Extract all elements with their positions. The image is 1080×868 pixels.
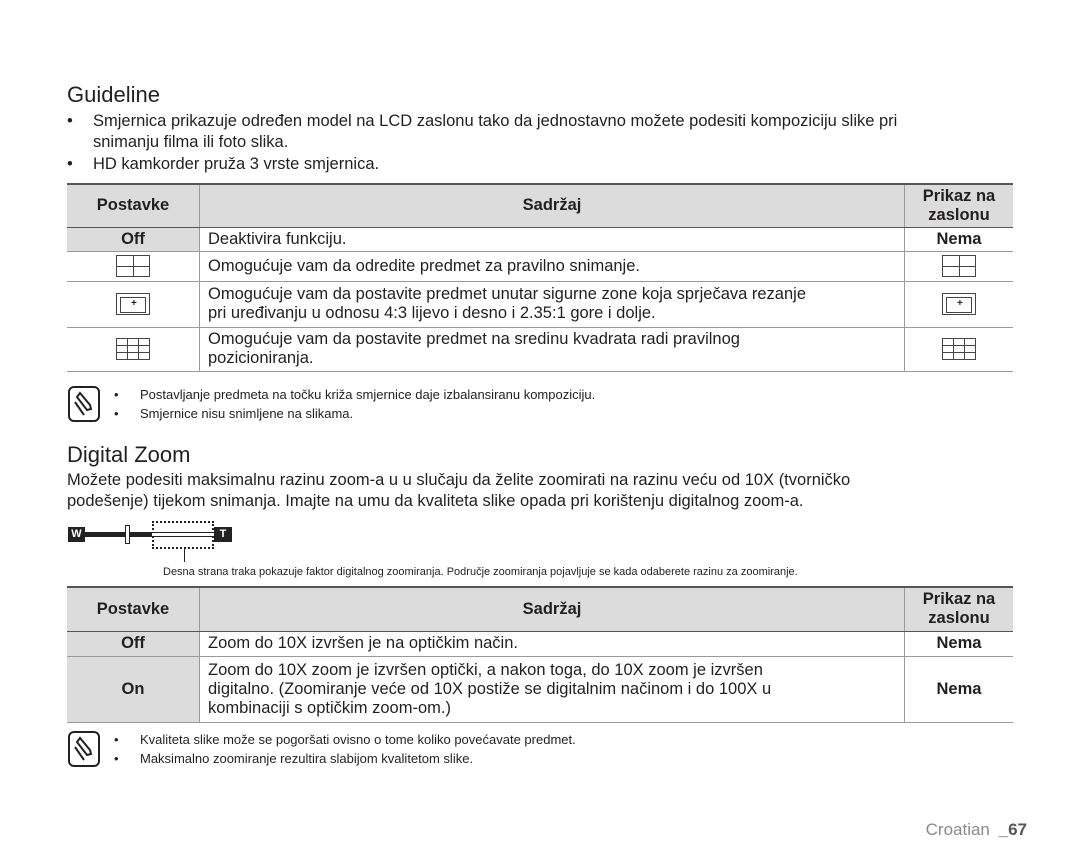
header-display-line2: zaslonu: [928, 205, 990, 224]
zoom-intro-line2: podešenje) tijekom snimanja. Imajte na umu da kvaliteta slike opada pri korištenju digitalnog zoom-a.: [67, 492, 804, 510]
row-content: Deaktivira funkciju.: [200, 227, 905, 251]
guideline-bullet-1-cont: snimanju filma ili foto slika.: [93, 133, 289, 151]
memo-pencil-icon: [68, 386, 100, 422]
page-number: _67: [998, 820, 1027, 839]
table-row: [67, 656, 1013, 722]
row-content-line3: kombinaciji s optičkim zoom-om.): [208, 698, 451, 717]
zoom-optical-bar-right: [130, 532, 152, 537]
row-content-line2: pozicioniranja.: [208, 349, 314, 367]
header-content: Sadržaj: [200, 587, 905, 631]
bullet-dot: •: [114, 387, 119, 402]
zoom-notes: [114, 730, 1014, 770]
bullet-dot: •: [114, 751, 119, 766]
zoom-digital-bar: [152, 532, 214, 537]
guideline-note-1: Postavljanje predmeta na točku križa smjernice daje izbalansiranu kompoziciju.: [140, 387, 596, 402]
zoom-bar-caption: Desna strana traka pokazuje faktor digitalnog zoomiranja. Područje zoomiranja pojavljuje se kada odaberete razinu za zoomiranje.: [163, 566, 798, 578]
header-settings: Postavke: [67, 587, 200, 631]
bullet-dot: •: [67, 112, 73, 130]
zoom-w-label: W: [68, 527, 85, 542]
guideline-table: [67, 183, 1013, 372]
bullet-dot: •: [114, 732, 119, 747]
row-content-line1: Omogućuje vam da postavite predmet unutar sigurne zone koja sprječava rezanje: [208, 285, 806, 303]
grid-2x2-icon: [942, 255, 976, 277]
row-content-line1: Zoom do 10X zoom je izvršen optički, a nakon toga, do 10X zoom je izvršen: [208, 660, 763, 679]
bullet-dot: •: [114, 406, 119, 421]
guideline-bullet-2: HD kamkorder pruža 3 vrste smjernica.: [93, 155, 380, 173]
table-row: [67, 251, 1013, 281]
header-display-line1: Prikaz na: [922, 186, 996, 205]
section-title-digital-zoom: Digital Zoom: [67, 442, 191, 467]
zoom-t-label: T: [214, 527, 232, 542]
row-content: Zoom do 10X izvršen je na optičkim način.: [200, 631, 905, 656]
page-footer: [926, 820, 1027, 840]
row-content-line2: digitalno. (Zoomiranje veće od 10X postiže se digitalnim načinom i do 100X u: [208, 679, 772, 698]
display-value: Nema: [905, 227, 1014, 251]
section-title-guideline: Guideline: [67, 82, 160, 107]
zoom-intro: [67, 470, 1027, 512]
table-row: [67, 327, 1013, 371]
grid-3x3-icon: [942, 338, 976, 360]
guideline-bullets: [67, 111, 1027, 173]
guideline-bullet-1: Smjernica prikazuje određen model na LCD zaslonu tako da jednostavno možete podesiti kompoziciju slike pri: [93, 112, 898, 130]
setting-on: On: [67, 656, 200, 722]
row-content: Omogućuje vam da odredite predmet za pravilno snimanje.: [200, 251, 905, 281]
memo-pencil-icon: [68, 731, 100, 767]
guideline-note-2: Smjernice nisu snimljene na slikama.: [140, 406, 354, 421]
row-content-line2: pri uređivanju u odnosu 4:3 lijevo i desno i 2.35:1 gore i dolje.: [208, 304, 656, 322]
zoom-caption-pointer: [184, 550, 185, 562]
bullet-dot: •: [67, 155, 73, 173]
table-header-row: [67, 184, 1013, 227]
display-value: Nema: [905, 656, 1014, 722]
safety-zone-icon: +: [942, 293, 976, 315]
grid-3x3-icon: [116, 338, 150, 360]
table-row: [67, 631, 1013, 656]
setting-off: Off: [67, 631, 200, 656]
header-display: [905, 587, 1014, 631]
grid-2x2-icon: [116, 255, 150, 277]
setting-off: Off: [67, 227, 200, 251]
header-display-line2: zaslonu: [928, 609, 990, 628]
row-content-line1: Omogućuje vam da postavite predmet na sredinu kvadrata radi pravilnog: [208, 330, 740, 348]
safety-zone-icon: +: [116, 293, 150, 315]
table-row: [67, 281, 1013, 327]
zoom-bar-illustration: [68, 520, 238, 552]
guideline-notes: [114, 385, 1014, 425]
zoom-optical-bar: [85, 532, 125, 537]
zoom-note-2: Maksimalno zoomiranje rezultira slabijom kvalitetom slike.: [140, 751, 474, 766]
zoom-table: [67, 586, 1013, 723]
header-content: Sadržaj: [200, 184, 905, 227]
header-display-line1: Prikaz na: [922, 590, 996, 609]
header-display: [905, 184, 1014, 227]
footer-language: Croatian: [925, 820, 990, 839]
zoom-note-1: Kvaliteta slike može se pogoršati ovisno o tome koliko povećavate predmet.: [140, 732, 576, 747]
display-value: Nema: [905, 631, 1014, 656]
table-header-row: [67, 587, 1013, 631]
zoom-intro-line1: Možete podesiti maksimalnu razinu zoom-a u u slučaju da želite zoomirati na razinu veću od 10X (tvorničko: [67, 471, 851, 489]
table-row: [67, 227, 1013, 251]
header-settings: Postavke: [67, 184, 200, 227]
